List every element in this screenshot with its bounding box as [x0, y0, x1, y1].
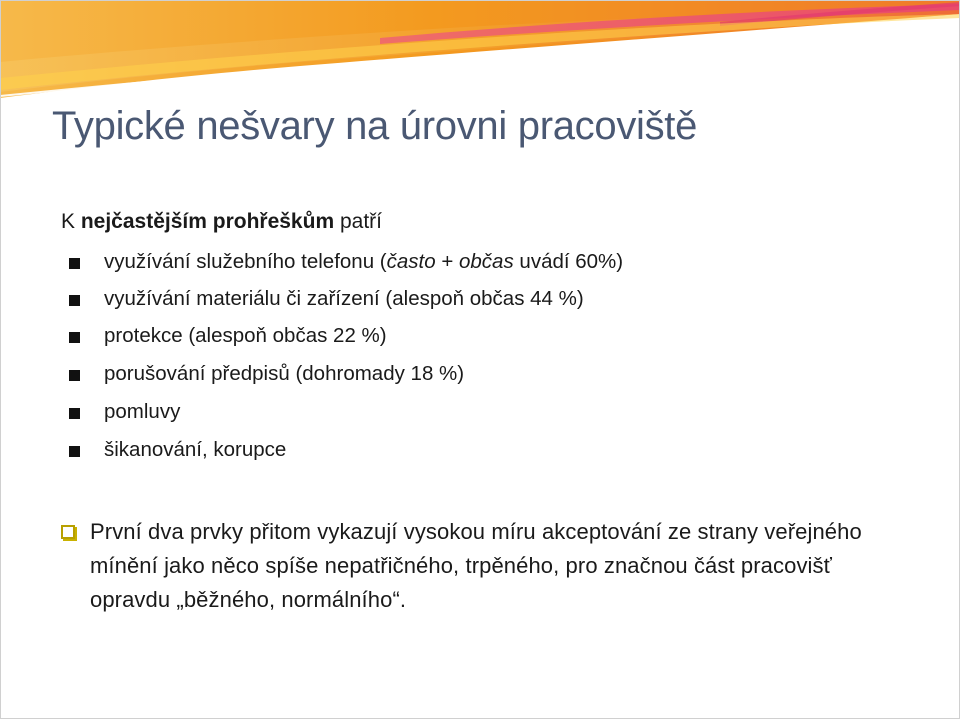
square-bullet-icon — [69, 446, 80, 457]
intro-suffix: patří — [334, 210, 382, 233]
slide-title: Typické nešvary na úrovni pracoviště — [52, 104, 698, 148]
item-text-part: + — [435, 250, 459, 273]
square-bullet-icon — [69, 408, 80, 419]
item-italic-part: občas — [459, 250, 514, 273]
intro-prefix: K — [61, 210, 81, 233]
list-item-text: protekce (alespoň občas 22 %) — [104, 324, 387, 347]
list-item-text: pomluvy — [104, 400, 181, 423]
list-item-text — [104, 250, 623, 274]
decorative-banner — [0, 0, 960, 110]
square-bullet-icon — [69, 258, 80, 269]
list-item-text: porušování předpisů (dohromady 18 %) — [104, 362, 465, 385]
list-item-text: šikanování, korupce — [104, 438, 287, 461]
square-bullet-icon — [69, 370, 80, 381]
list-item-text: využívání materiálu či zařízení (alespoň občas 44 %) — [104, 287, 584, 310]
item-italic-part: často — [386, 250, 436, 273]
checkbox-bullet-icon — [61, 525, 75, 539]
note-paragraph: První dva prvky přitom vykazují vysokou míru akceptování ze strany veřejného mínění jako něco spíše nepatřičného, trpěného, pro značnou část pracovišť opravdu „běžného, normálního“. — [90, 519, 862, 612]
item-text-part: využívání služebního telefonu ( — [104, 250, 387, 273]
intro-line — [61, 210, 382, 234]
intro-emphasis: nejčastějším prohřeškům — [80, 210, 335, 233]
square-bullet-icon — [69, 332, 80, 343]
square-bullet-icon — [69, 295, 80, 306]
item-text-part: uvádí 60%) — [513, 250, 624, 273]
